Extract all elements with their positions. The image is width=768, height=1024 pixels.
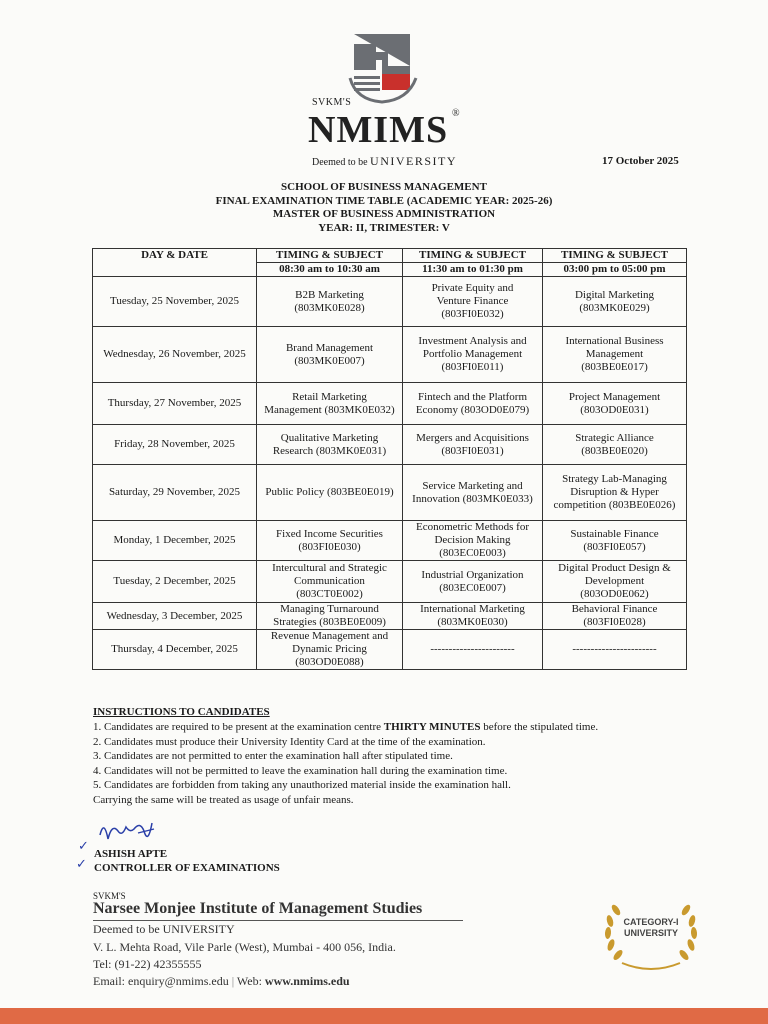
header-subject-1: TIMING & SUBJECT [257, 249, 403, 263]
subject-line: Disruption & Hyper [570, 486, 659, 498]
row-day-date: Wednesday, 3 December, 2025 [93, 603, 257, 630]
subject-line: Managing Turnaround [280, 603, 379, 615]
row-subject-2 [403, 630, 543, 670]
row-subject-2 [403, 561, 543, 603]
instruction-1-post: before the stipulated time. [480, 721, 599, 733]
deemed-university-word: UNIVERSITY [370, 154, 458, 168]
row-day-date: Thursday, 4 December, 2025 [93, 630, 257, 670]
instruction-3: 3. Candidates are not permitted to enter the examination hall after stipulated time. [93, 750, 453, 762]
row-subject-1 [257, 521, 403, 561]
footer-address: V. L. Mehta Road, Vile Parle (West), Mumbai - 400 056, India. [93, 940, 396, 954]
subject-line: International Marketing [420, 603, 525, 615]
row-day-date: Thursday, 27 November, 2025 [93, 383, 257, 425]
footer-institute: Narsee Monjee Institute of Management Studies [93, 900, 423, 917]
subject-line: (803EC0E003) [439, 547, 506, 559]
subject-line: Fixed Income Securities [276, 527, 383, 540]
subject-line: Management (803MK0E032) [264, 403, 395, 416]
table-row [93, 521, 687, 561]
subject-line: Strategies (803BE0E009) [273, 616, 386, 628]
document-headings [0, 181, 768, 235]
row-subject-2 [403, 521, 543, 561]
subject-line: (803FI0E030) [298, 540, 361, 553]
row-subject-2 [403, 425, 543, 465]
subject-line: Brand Management [285, 341, 374, 354]
subject-line: (803OD0E088) [295, 656, 364, 668]
header-time-2: 11:30 am to 01:30 pm [403, 263, 543, 277]
subject-line: Industrial Organization [421, 568, 524, 581]
footer-email[interactable]: Email: enquiry@nmims.edu [93, 974, 229, 988]
subject-line: Dynamic Pricing [292, 643, 367, 655]
row-subject-3 [543, 561, 687, 603]
footer-web-label: Web: [236, 974, 265, 988]
subject-line: Digital Marketing [574, 288, 655, 301]
subject-line: Mergers and Acquisitions [416, 431, 529, 444]
badge-line-1: CATEGORY-I [623, 917, 679, 927]
row-day-date: Saturday, 29 November, 2025 [93, 465, 257, 521]
subject-line: Private Equity and [431, 282, 514, 294]
subject-line: competition (803BE0E026) [553, 499, 676, 511]
badge-text [596, 917, 706, 939]
table-row [93, 425, 687, 465]
signatory [94, 847, 280, 875]
subject-line: Project Management [568, 390, 661, 403]
subject-line: (803BE0E020) [581, 444, 648, 457]
subject-line: Qualitative Marketing [280, 431, 379, 444]
subject-line: (803MK0E029) [579, 301, 650, 314]
signature-icon [92, 815, 162, 849]
instruction-1 [93, 720, 598, 735]
footer-web[interactable]: www.nmims.edu [264, 974, 350, 988]
subject-line: Retail Marketing [292, 390, 367, 403]
subject-line: ----------------------- [572, 643, 657, 655]
instruction-1-pre: 1. Candidates are required to be present at the examination centre [93, 721, 384, 733]
subject-line: Service Marketing and [422, 479, 523, 492]
check-mark-icon-2: ✓ [76, 856, 87, 871]
subject-line: Public Policy (803BE0E019) [265, 486, 394, 498]
row-subject-3 [543, 327, 687, 383]
shield-logo-icon [348, 30, 418, 105]
row-subject-2 [403, 465, 543, 521]
brand-name: NMIMS [308, 109, 449, 151]
subject-line: B2B Marketing [295, 288, 364, 301]
header-time-1: 08:30 am to 10:30 am [257, 263, 403, 277]
subject-line: (803FI0E031) [441, 444, 504, 457]
subject-line: Development [584, 575, 645, 587]
subject-line: Strategy Lab-Managing [562, 473, 667, 485]
subject-line: Venture Finance [436, 295, 509, 307]
row-subject-1 [257, 327, 403, 383]
table-row [93, 630, 687, 670]
row-subject-3 [543, 383, 687, 425]
row-day-date: Friday, 28 November, 2025 [93, 425, 257, 465]
signatory-name: ASHISH APTE [94, 848, 168, 860]
row-subject-1 [257, 630, 403, 670]
subject-line: Management [585, 348, 644, 360]
subject-line: (803FI0E011) [441, 361, 504, 373]
subject-line: Revenue Management and [270, 630, 389, 642]
instruction-4: 4. Candidates will not be permitted to leave the examination hall during the examination time. [93, 764, 508, 777]
svkm-label: SVKM'S [312, 97, 352, 108]
heading-school: SCHOOL OF BUSINESS MANAGEMENT [281, 181, 487, 193]
row-day-date: Tuesday, 2 December, 2025 [93, 561, 257, 603]
row-subject-2 [403, 277, 543, 327]
table-row [93, 561, 687, 603]
instructions-list [93, 720, 598, 807]
row-subject-3 [543, 465, 687, 521]
subject-line: Econometric Methods for [415, 521, 530, 533]
row-subject-3 [543, 277, 687, 327]
row-subject-1 [257, 425, 403, 465]
category-badge [596, 895, 706, 975]
row-subject-3 [543, 425, 687, 465]
bottom-color-bar [0, 1008, 768, 1024]
subject-line: Economy (803OD0E079) [415, 403, 530, 416]
table-row [93, 277, 687, 327]
subject-line: (803EC0E007) [439, 581, 506, 594]
subject-line: Fintech and the Platform [417, 390, 528, 403]
row-day-date: Monday, 1 December, 2025 [93, 521, 257, 561]
row-subject-1 [257, 465, 403, 521]
table-row [93, 327, 687, 383]
heading-year: YEAR: II, TRIMESTER: V [318, 221, 450, 234]
heading-timetable: FINAL EXAMINATION TIME TABLE (ACADEMIC YEAR: 2025-26) [215, 194, 553, 207]
row-subject-2 [403, 327, 543, 383]
footer-tel: Tel: (91-22) 42355555 [93, 957, 202, 971]
row-subject-3 [543, 603, 687, 630]
subject-line: (803OD0E031) [580, 403, 649, 416]
subject-line: Behavioral Finance [571, 603, 658, 615]
subject-line: (803CT0E002) [296, 588, 363, 600]
subject-line: (803MK0E007) [294, 354, 365, 367]
document-date: 17 October 2025 [602, 155, 679, 167]
subject-line: (803OD0E062) [580, 588, 649, 600]
subject-line: ----------------------- [430, 643, 515, 655]
row-subject-1 [257, 383, 403, 425]
header-subject-3: TIMING & SUBJECT [543, 249, 687, 263]
subject-line: Innovation (803MK0E033) [412, 492, 533, 505]
subject-line: Research (803MK0E031) [272, 444, 387, 457]
row-day-date: Wednesday, 26 November, 2025 [93, 327, 257, 383]
heading-programme: MASTER OF BUSINESS ADMINISTRATION [272, 208, 496, 220]
row-subject-3 [543, 521, 687, 561]
row-subject-1 [257, 561, 403, 603]
instruction-5: 5. Candidates are forbidden from taking any unauthorized material inside the examination hall. [93, 779, 511, 791]
footer-svkm: SVKM'S [93, 891, 126, 901]
subject-line: (803FI0E032) [441, 308, 504, 320]
registered-mark: ® [452, 108, 460, 119]
table-row [93, 603, 687, 630]
subject-line: Strategic Alliance [575, 431, 654, 444]
subject-line: Decision Making [434, 534, 511, 546]
instructions-title: INSTRUCTIONS TO CANDIDATES [93, 706, 270, 718]
row-subject-2 [403, 603, 543, 630]
footer-contact: Email: enquiry@nmims.edu | Web: www.nmims.edu [93, 974, 350, 988]
subject-line: (803MK0E028) [294, 301, 365, 314]
subject-line: (803FI0E028) [583, 616, 646, 628]
check-mark-icon: ✓ [78, 838, 89, 853]
instruction-1-bold: THIRTY MINUTES [383, 721, 481, 733]
subject-line: International Business [565, 335, 664, 347]
footer-deemed: Deemed to be UNIVERSITY [93, 922, 235, 936]
subject-line: Communication [294, 575, 365, 587]
row-day-date: Tuesday, 25 November, 2025 [93, 277, 257, 327]
timetable-body [93, 277, 687, 670]
subject-line: Sustainable Finance [570, 527, 659, 540]
subject-line: (803BE0E017) [581, 361, 648, 373]
deemed-university [312, 154, 457, 169]
table-row [93, 465, 687, 521]
badge-line-2: UNIVERSITY [623, 928, 678, 938]
row-subject-2 [403, 383, 543, 425]
header-day-date: DAY & DATE [93, 249, 257, 277]
subject-line: Digital Product Design & [558, 562, 671, 574]
subject-line: (803MK0E030) [437, 616, 508, 628]
header-time-3: 03:00 pm to 05:00 pm [543, 263, 687, 277]
footer-divider [93, 920, 463, 921]
row-subject-3 [543, 630, 687, 670]
instruction-note: Carrying the same will be treated as usage of unfair means. [93, 793, 354, 806]
instruction-2: 2. Candidates must produce their University Identity Card at the time of the examination. [93, 735, 486, 748]
signatory-title: CONTROLLER OF EXAMINATIONS [94, 862, 280, 874]
deemed-prefix: Deemed to be [312, 157, 368, 168]
table-row [93, 383, 687, 425]
subject-line: Investment Analysis and [418, 335, 527, 347]
subject-line: Portfolio Management [422, 348, 523, 360]
header-subject-2: TIMING & SUBJECT [403, 249, 543, 263]
row-subject-1 [257, 603, 403, 630]
row-subject-1 [257, 277, 403, 327]
exam-timetable [92, 248, 687, 670]
subject-line: (803FI0E057) [583, 540, 646, 553]
subject-line: Intercultural and Strategic [272, 562, 387, 574]
